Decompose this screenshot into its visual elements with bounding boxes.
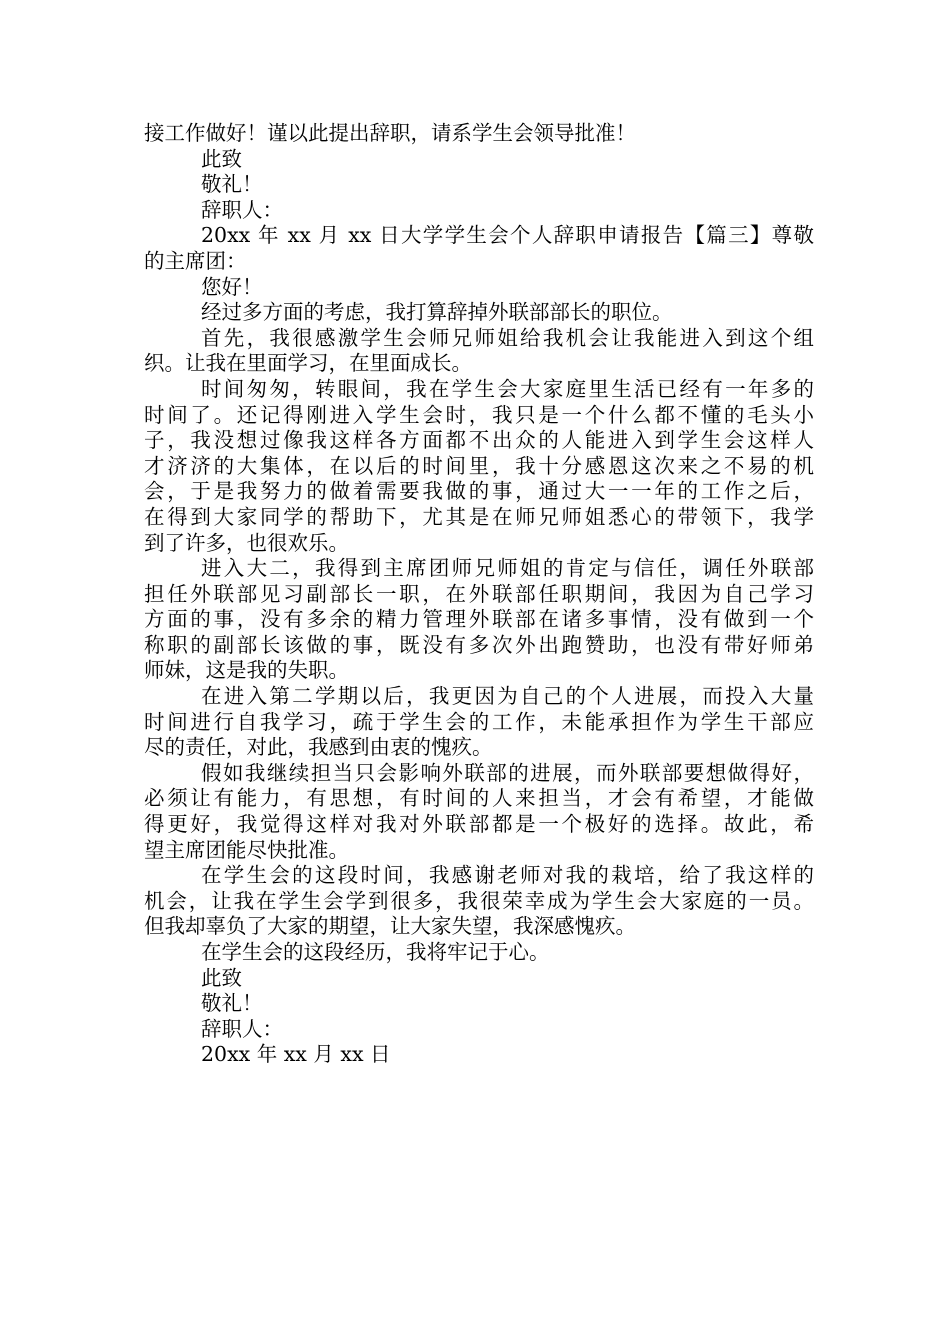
text-line: 担任外联部见习副部长一职，在外联部任职期间，我因为自己学习 (144, 581, 814, 606)
text-line: 机会，让我在学生会学到很多，我很荣幸成为学生会大家庭的一员。 (144, 888, 814, 913)
text-line: 师妹，这是我的失职。 (144, 658, 349, 683)
text-line: 进入大二，我得到主席团师兄师姐的肯定与信任，调任外联部 (201, 556, 814, 581)
text-line: 方面的事，没有多余的精力管理外联部在诸多事情，没有做到一个 (144, 607, 814, 632)
text-line: 在学生会的这段经历，我将牢记于心。 (201, 940, 550, 964)
text-line: 称职的副部长该做的事，既没有多次外出跑赞助，也没有带好师弟 (144, 632, 814, 657)
text-line: 织。让我在里面学习，在里面成长。 (144, 351, 472, 376)
text-line: 首先，我很感激学生会师兄师姐给我机会让我能进入到这个组 (201, 325, 814, 350)
text-line: 望主席团能尽快批准。 (144, 837, 349, 862)
text-line: 接工作做好！谨以此提出辞职，请系学生会领导批准！ (144, 121, 636, 145)
text-line: 辞职人： (201, 197, 283, 222)
text-line: 20xx 年 xx 月 xx 日大学学生会个人辞职申请报告【篇三】尊敬 (201, 223, 814, 248)
text-line: 此致 (201, 965, 242, 990)
text-line: 但我却辜负了大家的期望，让大家失望，我深感愧疚。 (144, 914, 636, 939)
text-line: 时间了。还记得刚进入学生会时，我只是一个什么都不懂的毛头小 (144, 402, 814, 427)
text-line: 此致 (201, 146, 242, 171)
text-line: 会，于是我努力的做着需要我做的事，通过大一一年的工作之后， (144, 479, 814, 504)
text-line: 敬礼！ (201, 172, 263, 197)
text-line: 在学生会的这段时间，我感谢老师对我的栽培，给了我这样的 (201, 863, 814, 888)
text-line: 到了许多，也很欢乐。 (144, 530, 349, 555)
text-line: 时间匆匆，转眼间，我在学生会大家庭里生活已经有一年多的 (201, 376, 814, 401)
text-line: 您好！ (201, 274, 263, 299)
text-line: 必须让有能力，有思想，有时间的人来担当，才会有希望，才能做 (144, 786, 814, 811)
text-line: 在得到大家同学的帮助下，尤其是在师兄师姐悉心的带领下，我学 (144, 504, 814, 529)
text-line: 辞职人： (201, 1016, 283, 1041)
text-line: 的主席团： (144, 248, 247, 273)
document-body (144, 121, 814, 1068)
text-line: 20xx 年 xx 月 xx 日 (201, 1042, 391, 1067)
text-line: 假如我继续担当只会影响外联部的进展，而外联部要想做得好， (201, 760, 814, 785)
text-line: 经过多方面的考虑，我打算辞掉外联部部长的职位。 (201, 300, 673, 325)
text-line: 敬礼！ (201, 991, 263, 1016)
text-line: 在进入第二学期以后，我更因为自己的个人进展，而投入大量 (201, 684, 814, 709)
text-line: 时间进行自我学习，疏于学生会的工作，未能承担作为学生干部应 (144, 709, 814, 734)
text-line: 得更好，我觉得这样对我对外联部都是一个极好的选择。故此，希 (144, 812, 814, 837)
text-line: 才济济的大集体，在以后的时间里，我十分感恩这次来之不易的机 (144, 453, 814, 478)
text-line: 尽的责任，对此，我感到由衷的愧疚。 (144, 735, 493, 760)
text-line: 子，我没想过像我这样各方面都不出众的人能进入到学生会这样人 (144, 428, 814, 453)
